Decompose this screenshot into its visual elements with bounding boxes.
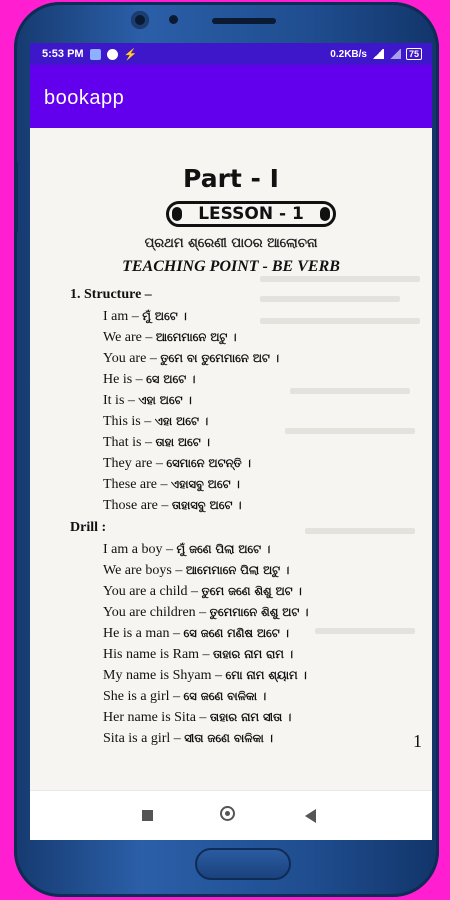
english-text: That is: [103, 435, 142, 450]
odia-text: ଏହା ଅଟେ ।: [138, 393, 192, 407]
structure-heading: 1. Structure –: [70, 287, 152, 302]
odia-text: ତୁମେ ବା ତୁମେମାନେ ଅଟ ।: [160, 351, 280, 365]
structure-line: Those are – ତାହାସବୁ ଅଟେ ।: [103, 498, 242, 513]
english-text: We are boys: [103, 563, 172, 578]
device-screen: [30, 43, 432, 840]
network-speed: 0.2KB/s: [330, 48, 367, 60]
book-page[interactable]: [30, 128, 432, 790]
odia-text: ମୋ ନାମ ଶ୍ୟାମ ।: [225, 668, 307, 682]
bleed-through-text: [260, 296, 400, 302]
app-title: bookapp: [44, 87, 125, 109]
english-text: His name is Ram: [103, 647, 200, 662]
part-title: Part - I: [183, 164, 279, 193]
odia-text: ଆମେମାନେ ପିଲା ଅଟୁ ।: [185, 563, 290, 577]
odia-text: ତାହାର ନାମ ସୀତା ।: [209, 710, 292, 724]
back-icon[interactable]: [305, 809, 316, 823]
odia-text: ସେମାନେ ଅଟନ୍ତି ।: [166, 456, 251, 470]
drill-line: I am a boy – ମୁଁ ଜଣେ ପିଲା ଅଟେ ।: [103, 542, 271, 557]
front-camera-icon: [131, 11, 149, 29]
structure-line: We are – ଆମେମାନେ ଅଟୁ ।: [103, 330, 237, 345]
odia-text: ମୁଁ ଅଟେ ।: [142, 309, 187, 323]
odia-text: ତୁମେମାନେ ଶିଶୁ ଅଟ ।: [209, 605, 309, 619]
structure-line: That is – ତାହା ଅଟେ ।: [103, 435, 210, 450]
english-text: I am a boy: [103, 542, 163, 557]
drill-line: His name is Ram – ତାହାର ନାମ ରାମ ।: [103, 647, 294, 662]
lesson-badge: [166, 201, 336, 227]
english-text: Those are: [103, 498, 158, 513]
bleed-through-text: [315, 628, 415, 634]
english-text: She is a girl: [103, 689, 170, 704]
bleed-through-text: [260, 318, 420, 324]
signal-icon: [372, 49, 384, 59]
drill-line: You are a child – ତୁମେ ଜଣେ ଶିଶୁ ଅଟ ।: [103, 584, 302, 599]
english-text: You are a child: [103, 584, 188, 599]
charging-bolt-icon: ⚡: [123, 48, 138, 61]
drill-line: You are children – ତୁମେମାନେ ଶିଶୁ ଅଟ ।: [103, 605, 309, 620]
odia-text: ଆମେମାନେ ଅଟୁ ।: [155, 330, 237, 344]
system-nav-bar: [30, 790, 432, 840]
english-text: These are: [103, 477, 158, 492]
odia-text: ତାହାସବୁ ଅଟେ ।: [171, 498, 242, 512]
bleed-through-text: [290, 388, 410, 394]
bleed-through-text: [305, 528, 415, 534]
english-text: He is a man: [103, 626, 170, 641]
signal-secondary-icon: [389, 49, 401, 59]
home-icon[interactable]: [220, 806, 235, 821]
english-text: I am: [103, 309, 129, 324]
drill-line: We are boys – ଆମେମାନେ ପିଲା ଅଟୁ ।: [103, 563, 290, 578]
odia-text: ସେ ଜଣେ ମଣିଷ ଅଟେ ।: [183, 626, 289, 640]
english-text: You are: [103, 351, 147, 366]
drill-heading: Drill :: [70, 520, 107, 535]
drill-line: Sita is a girl – ସୀତା ଜଣେ ବାଳିକା ।: [103, 731, 273, 746]
structure-line: He is – ସେ ଅଟେ ।: [103, 372, 196, 387]
odia-text: ତାହା ଅଟେ ।: [155, 435, 210, 449]
sensor-icon: [169, 15, 178, 24]
english-text: It is: [103, 393, 125, 408]
bleed-through-text: [260, 276, 420, 282]
odia-text: ସୀତା ଜଣେ ବାଳିକା ।: [184, 731, 273, 745]
odia-heading: ପ୍ରଥମ ଶ୍ରେଣୀ ପାଠର ଆଲୋଚନା: [144, 236, 318, 251]
structure-line: I am – ମୁଁ ଅଟେ ।: [103, 309, 187, 324]
lesson-label: LESSON - 1: [198, 204, 304, 224]
structure-line: These are – ଏହାସବୁ ଅଟେ ।: [103, 477, 240, 492]
structure-line: It is – ଏହା ଅଟେ ।: [103, 393, 192, 408]
english-text: Her name is Sita: [103, 710, 196, 725]
home-hardware-button[interactable]: [195, 848, 291, 880]
bleed-through-text: [285, 428, 415, 434]
odia-text: ଏହାସବୁ ଅଟେ ।: [171, 477, 240, 491]
english-text: We are: [103, 330, 142, 345]
earpiece-speaker: [212, 18, 276, 24]
english-text: They are: [103, 456, 153, 471]
page-number: 1: [413, 731, 422, 751]
odia-text: ତୁମେ ଜଣେ ଶିଶୁ ଅଟ ।: [201, 584, 302, 598]
english-text: He is: [103, 372, 133, 387]
status-right-group: [330, 43, 422, 65]
structure-line: You are – ତୁମେ ବା ତୁମେମାନେ ଅଟ ।: [103, 351, 280, 366]
odia-text: ତାହାର ନାମ ରାମ ।: [213, 647, 294, 661]
drill-line: My name is Shyam – ମୋ ନାମ ଶ୍ୟାମ ।: [103, 668, 307, 683]
notification-app-icon: [90, 49, 101, 60]
odia-text: ମୁଁ ଜଣେ ପିଲା ଅଟେ ।: [176, 542, 271, 556]
status-bar: [30, 43, 432, 65]
battery-icon: 75: [406, 48, 422, 60]
structure-line: They are – ସେମାନେ ଅଟନ୍ତି ।: [103, 456, 251, 471]
english-text: You are children: [103, 605, 196, 620]
status-time: 5:53 PM: [42, 48, 84, 60]
odia-text: ସେ ଅଟେ ।: [146, 372, 196, 386]
volume-button: [14, 162, 18, 232]
english-text: Sita is a girl: [103, 731, 171, 746]
drill-line: Her name is Sita – ତାହାର ନାମ ସୀତା ।: [103, 710, 292, 725]
odia-text: ସେ ଜଣେ ବାଳିକା ।: [183, 689, 267, 703]
drill-line: She is a girl – ସେ ଜଣେ ବାଳିକା ।: [103, 689, 267, 704]
odia-text: ଏହା ଅଟେ ।: [154, 414, 209, 428]
english-text: My name is Shyam: [103, 668, 212, 683]
app-bar: [30, 65, 432, 128]
recent-apps-icon[interactable]: [142, 810, 153, 821]
teaching-point: TEACHING POINT - BE VERB: [122, 258, 340, 275]
drill-line: He is a man – ସେ ଜଣେ ମଣିଷ ଅଟେ ।: [103, 626, 289, 641]
structure-line: This is – ଏହା ଅଟେ ।: [103, 414, 209, 429]
english-text: This is: [103, 414, 141, 429]
messenger-icon: [107, 49, 118, 60]
